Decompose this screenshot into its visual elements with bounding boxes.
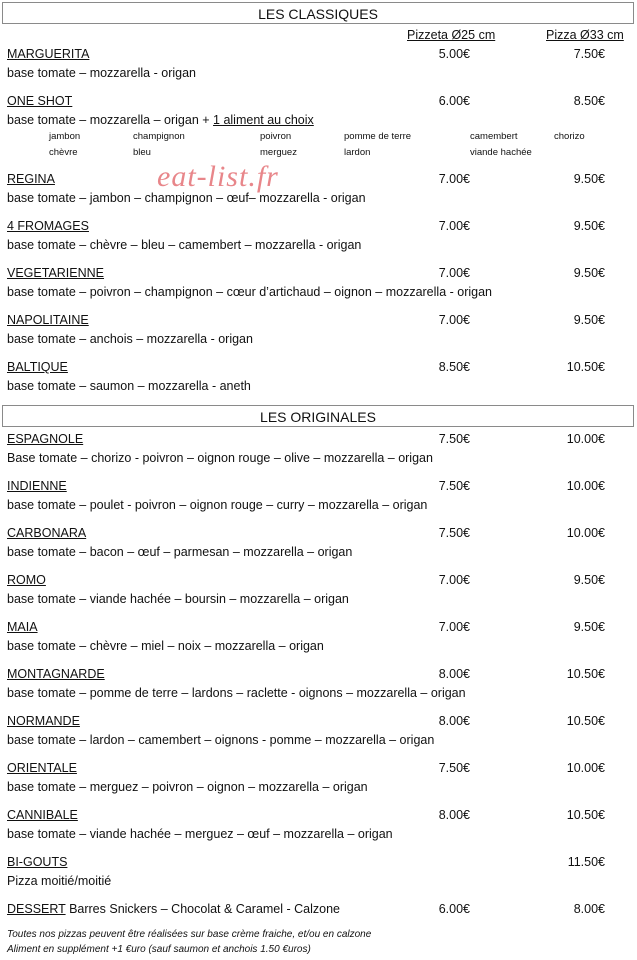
price-33: 9.50€ — [573, 219, 605, 233]
pizza-description: base tomate – viande hachée – merguez – œuf – mozzarella – origan — [7, 827, 393, 841]
price-33: 9.50€ — [573, 313, 605, 327]
desc-choice-text: 1 aliment au choix — [213, 113, 314, 127]
choice-item: camembert — [470, 131, 518, 142]
price-33: 10.50€ — [566, 667, 605, 681]
section-title: LES CLASSIQUES — [258, 6, 378, 22]
choice-item: merguez — [260, 147, 297, 158]
pizza-description — [7, 113, 314, 127]
footnote: Toutes nos pizzas peuvent être réalisées sur base crème fraiche, et/ou en calzone — [7, 929, 372, 940]
choice-item: chorizo — [554, 131, 585, 142]
pizza-name: ESPAGNOLE — [7, 432, 84, 446]
price-25: 8.50€ — [438, 360, 470, 374]
price-33: 7.50€ — [573, 47, 605, 61]
pizza-name: REGINA — [7, 172, 55, 186]
price-25: 7.00€ — [438, 266, 470, 280]
price-25: 5.00€ — [438, 47, 470, 61]
pizza-name: 4 FROMAGES — [7, 219, 89, 233]
price-25: 7.50€ — [438, 432, 470, 446]
price-33: 9.50€ — [573, 172, 605, 186]
pizza-description: base tomate – anchois – mozzarella - origan — [7, 332, 253, 346]
pizza-description: base tomate – poivron – champignon – cœur d’artichaud – oignon – mozzarella - origan — [7, 285, 492, 299]
price-33: 9.50€ — [573, 266, 605, 280]
pizza-name: ONE SHOT — [7, 94, 73, 108]
pizza-description: base tomate – mozzarella - origan — [7, 66, 196, 80]
price-25: 6.00€ — [438, 94, 470, 108]
price-25: 7.50€ — [438, 761, 470, 775]
footnote: Aliment en supplément +1 €uro (sauf saumon et anchois 1.50 €uros) — [7, 944, 311, 955]
price-33: 9.50€ — [573, 620, 605, 634]
choice-item: poivron — [260, 131, 292, 142]
pizza-name: BI-GOUTS — [7, 855, 68, 869]
choice-item: bleu — [133, 147, 151, 158]
choice-item: lardon — [344, 147, 371, 158]
pizza-description: base tomate – chèvre – bleu – camembert – mozzarella - origan — [7, 238, 362, 252]
pizza-name: MONTAGNARDE — [7, 667, 105, 681]
pizza-description: base tomate – poulet - poivron – oignon rouge – curry – mozzarella – origan — [7, 498, 428, 512]
price-25: 7.00€ — [438, 620, 470, 634]
pizza-description: base tomate – merguez – poivron – oignon – mozzarella – origan — [7, 780, 368, 794]
pizza-name: ROMO — [7, 573, 46, 587]
pizza-name: INDIENNE — [7, 479, 67, 493]
price-33: 10.00€ — [566, 432, 605, 446]
section-header-classiques — [2, 2, 634, 24]
pizza-name: CARBONARA — [7, 526, 87, 540]
choice-item: jambon — [49, 131, 81, 142]
choice-item: viande hachée — [470, 147, 532, 158]
pizza-description: base tomate – pomme de terre – lardons – raclette - oignons – mozzarella – origan — [7, 686, 466, 700]
pizza-name: NORMANDE — [7, 714, 80, 728]
price-33: 10.00€ — [566, 526, 605, 540]
column-header-25cm: Pizzeta Ø25 cm — [407, 28, 496, 42]
price-33: 10.50€ — [566, 808, 605, 822]
price-25: 7.00€ — [438, 219, 470, 233]
dessert-description: Barres Snickers – Chocolat & Caramel - Calzone — [65, 902, 341, 916]
section-title: LES ORIGINALES — [260, 409, 376, 425]
section-header-originales — [2, 405, 634, 427]
pizza-name: MARGUERITA — [7, 47, 90, 61]
pizza-description: base tomate – viande hachée – boursin – mozzarella – origan — [7, 592, 349, 606]
price-25: 7.00€ — [438, 172, 470, 186]
pizza-name: MAIA — [7, 620, 38, 634]
pizza-name: CANNIBALE — [7, 808, 78, 822]
dessert-line — [7, 902, 340, 916]
price-25: 8.00€ — [438, 667, 470, 681]
price-33: 9.50€ — [573, 573, 605, 587]
price-25: 7.50€ — [438, 479, 470, 493]
pizza-description: base tomate – jambon – champignon – œuf– mozzarella - origan — [7, 191, 366, 205]
price-33: 10.00€ — [566, 479, 605, 493]
price-33: 8.00€ — [573, 902, 605, 916]
price-33: 11.50€ — [567, 855, 605, 869]
price-25: 6.00€ — [438, 902, 470, 916]
choice-item: chèvre — [49, 147, 78, 158]
price-25: 8.00€ — [438, 714, 470, 728]
price-25: 7.50€ — [438, 526, 470, 540]
pizza-description: base tomate – lardon – camembert – oignons - pomme – mozzarella – origan — [7, 733, 435, 747]
desc-text: base tomate – mozzarella – origan + — [7, 113, 214, 127]
dessert-name: DESSERT — [7, 902, 66, 916]
pizza-description: base tomate – bacon – œuf – parmesan – mozzarella – origan — [7, 545, 353, 559]
pizza-name: VEGETARIENNE — [7, 266, 105, 280]
column-header-33cm: Pizza Ø33 cm — [546, 28, 624, 42]
pizza-description: base tomate – saumon – mozzarella - aneth — [7, 379, 251, 393]
choice-item: champignon — [133, 131, 185, 142]
price-25: 7.00€ — [438, 573, 470, 587]
pizza-description: base tomate – chèvre – miel – noix – mozzarella – origan — [7, 639, 324, 653]
choice-item: pomme de terre — [344, 131, 412, 142]
pizza-description: Base tomate – chorizo - poivron – oignon rouge – olive – mozzarella – origan — [7, 451, 433, 465]
pizza-name: BALTIQUE — [7, 360, 68, 374]
price-33: 10.00€ — [566, 761, 605, 775]
pizza-name: ORIENTALE — [7, 761, 77, 775]
price-25: 8.00€ — [438, 808, 470, 822]
price-33: 8.50€ — [573, 94, 605, 108]
price-33: 10.50€ — [566, 360, 605, 374]
pizza-description: Pizza moitié/moitié — [7, 874, 112, 888]
watermark-logo: eat-list.fr — [157, 160, 279, 193]
pizza-name: NAPOLITAINE — [7, 313, 89, 327]
price-33: 10.50€ — [566, 714, 605, 728]
price-25: 7.00€ — [438, 313, 470, 327]
